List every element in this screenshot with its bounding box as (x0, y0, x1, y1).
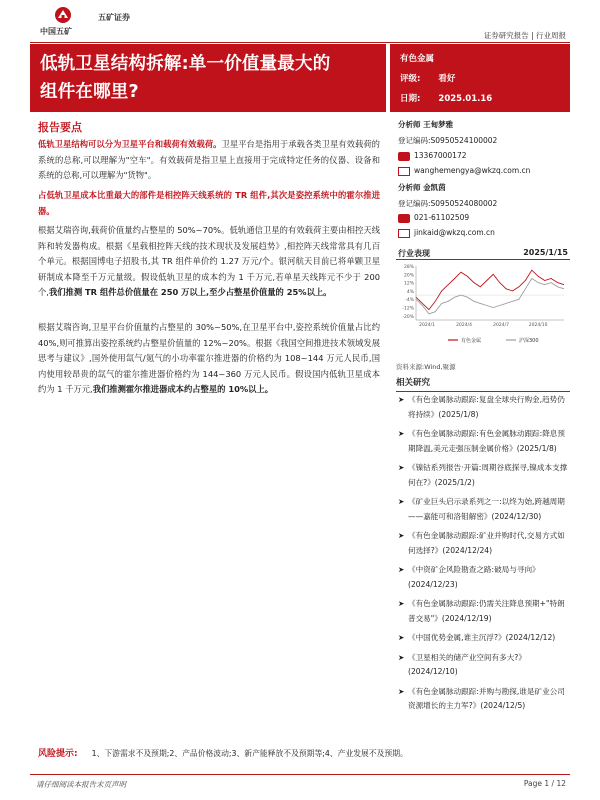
analyst-1-email-row (398, 166, 570, 176)
report-title-line1: 低轨卫星结构拆解:单一价值量最大的 (40, 54, 331, 74)
related-research-text[interactable]: 《卫星相关的储产业空间有多大?》(2024/12/10) (408, 652, 526, 676)
paragraph-1-highlight: 低轨卫星结构可以分为卫星平台和载荷有效载荷。 (38, 139, 222, 149)
y-tick-label: -4% (405, 298, 414, 304)
analyst-2-phone-row (398, 213, 570, 223)
logo-mark-icon (54, 6, 72, 24)
paragraph-2-highlight: 占低轨卫星成本比重最大的部件是相控阵天线系统的 TR 组件,其次是姿控系统中的霍尔推进器。 (38, 190, 380, 216)
footer-divider (30, 774, 570, 775)
rating-label: 评级: (400, 74, 421, 84)
related-research-text[interactable]: 《镍钴系列报告·开篇:周期谷底探寻,镍成本支撑何在?》(2025/1/2) (408, 463, 568, 487)
related-research-item[interactable] (398, 529, 570, 558)
bullet-arrow-icon: ➤ (398, 463, 405, 472)
paragraph-3-conclusion: 我们推测 TR 组件总价值量在 250 万以上,至少占整星价值量的 25%以上。 (48, 287, 332, 297)
paragraph-2 (38, 188, 380, 219)
paragraph-1-body: 卫星平台是指用于承载各类卫星有效载荷的系统的总称,可以理解为"空车"。有效载荷是指卫星上直接用于完成特定任务的仪器、设备和系统的总称,可以理解为"货物"。 (38, 139, 380, 180)
report-title-banner (30, 44, 386, 112)
legend-label: 有色金属 (461, 338, 482, 344)
related-research-text[interactable]: 《有色金属脉动跟踪:有色金属脉动跟踪:降息预期降温,美元走强压制金属价格》(2025/1/8) (408, 429, 565, 453)
paragraph-3-body: 根据艾瑞咨询,载荷价值量约占整星的 50%~70%。低轨通信卫星的有效载荷主要由相控天线阵和转发器构成。根据《星载相控阵天线的技术现状及发展趋势》,相控阵天线常常具有几百个单元。根据国博电子招股书,其 TR 组件单价约 1.27 万元/个。银河航天目前已将单颗卫星研制成本降至千万元量级。假设低轨卫星的成本约为 1 千万元,若单星天线阵元不少于 200 个, (38, 225, 380, 297)
footer-disclaimer[interactable]: 请仔细阅读本报告末页声明 (36, 780, 126, 789)
related-research-item[interactable] (398, 685, 570, 714)
y-tick-label: 28% (403, 265, 414, 270)
chart-plot (396, 262, 570, 356)
analyst-2-name: 分析师 金凯茵 (398, 183, 446, 192)
bullet-arrow-icon: ➤ (398, 633, 405, 642)
section-title: 报告要点 (38, 121, 82, 134)
related-research-item[interactable] (398, 597, 570, 626)
paragraph-3 (38, 223, 380, 301)
related-research-text[interactable]: 《有色金属脉动跟踪:并购与勘探,谁是矿业公司资源增长的主力军?》(2024/12/5) (408, 686, 565, 710)
related-research-text[interactable]: 《有色金属脉动跟踪:复盘全球央行购金,趋势仍将持续》(2025/1/8) (408, 395, 565, 419)
related-research-item[interactable] (398, 393, 570, 422)
related-research-item[interactable] (398, 495, 570, 524)
company-logo (36, 6, 130, 38)
bullet-arrow-icon: ➤ (398, 497, 405, 506)
phone-icon (398, 152, 410, 161)
report-title-line2: 组件在哪里? (40, 82, 139, 102)
industry-performance-chart (396, 246, 570, 356)
paragraph-1 (38, 137, 380, 184)
analyst-2-email-row (398, 228, 570, 238)
risk-label: 风险提示: (38, 749, 78, 759)
date-row (400, 89, 560, 109)
risk-warning (38, 746, 408, 759)
bullet-arrow-icon: ➤ (398, 652, 405, 662)
bullet-arrow-icon: ➤ (398, 599, 405, 608)
chart-header (396, 246, 570, 260)
header-divider (30, 42, 570, 43)
y-tick-label: 20% (403, 273, 414, 279)
paragraph-4-body: 根据艾瑞咨询,卫星平台价值量约占整星的 30%~50%,在卫星平台中,姿控系统价值量占比约 40%,则可推算出姿控系统约占整星价值量的 12%~20%。根据《我国空间推进技术领域发展思考与建议》,国外使用氙气/氪气的小功率霍尔推进器的价格约为 108~144 万元人民币,国内使用较昂贵的氙气的霍尔推进器价格约为 144~360 万元人民币。假设国内低轨卫星成本约为 1 千万元, (38, 322, 380, 394)
date-label: 日期: (400, 94, 421, 104)
page-number: Page 1 / 12 (523, 779, 566, 788)
y-tick-label: -20% (402, 314, 414, 320)
page-header (0, 0, 600, 42)
related-research-list (398, 393, 570, 719)
analyst-2-email[interactable]: jinkaid@wkzq.com.cn (414, 228, 495, 237)
report-type: 证券研究报告 | 行业周报 (483, 31, 566, 40)
legend-label: 沪深300 (519, 338, 539, 344)
related-research-item[interactable] (398, 427, 570, 456)
related-research-text[interactable]: 《中国优势金属,谁主沉浮?》(2024/12/12) (408, 633, 556, 642)
industry-name: 有色金属 (400, 54, 435, 64)
x-tick-label: 2024/7 (493, 323, 510, 328)
analyst-1-phone-row (398, 151, 570, 161)
analyst-1-phone: 13367000172 (414, 151, 467, 160)
chart-date: 2025/1/15 (523, 248, 568, 257)
related-research-text[interactable]: 《有色金属脉动跟踪:矿业并购时代,交易方式如何选择?》(2024/12/24) (408, 531, 565, 555)
email-icon (398, 167, 410, 176)
chart-title: 行业表现 (398, 249, 430, 258)
related-research-item[interactable] (398, 461, 570, 490)
logo-brand-name: 五矿证券 (98, 13, 130, 22)
chart-source: 资料来源:Wind,聚源 (396, 363, 456, 371)
rating-panel (390, 44, 570, 112)
related-research-title: 相关研究 (396, 376, 570, 392)
phone-icon (398, 214, 410, 223)
bullet-arrow-icon: ➤ (398, 565, 405, 574)
y-tick-label: 4% (406, 289, 414, 295)
y-tick-label: -12% (402, 306, 414, 312)
related-research-item[interactable] (398, 631, 570, 646)
rating-value: 看好 (438, 74, 456, 84)
logo-group-name: 中国五矿 (40, 27, 72, 36)
analyst-1-reg: 登记编码:S0950524100002 (398, 136, 498, 145)
risk-text: 1、下游需求不及预期;2、产品价格波动;3、新产能释放不及预期等;4、产业发展不及预期。 (91, 749, 408, 758)
email-icon (398, 229, 410, 238)
analyst-2-reg: 登记编码:S0950524080002 (398, 199, 498, 208)
paragraph-4-conclusion: 我们推测霍尔推进器成本约占整星的 10%以上。 (92, 384, 274, 394)
related-research-item[interactable] (398, 651, 570, 680)
bullet-arrow-icon: ➤ (398, 395, 405, 404)
analyst-2-phone: 021-61102509 (414, 213, 470, 222)
date-value: 2025.01.16 (438, 94, 493, 104)
bullet-arrow-icon: ➤ (398, 686, 405, 696)
analyst-1-name: 分析师 王甸梦雅 (398, 120, 454, 129)
rating-row (400, 69, 560, 89)
bullet-arrow-icon: ➤ (398, 429, 405, 438)
x-tick-label: 2024/10 (528, 323, 548, 328)
paragraph-4 (38, 320, 380, 398)
related-research-item[interactable] (398, 563, 570, 592)
bullet-arrow-icon: ➤ (398, 531, 405, 540)
related-research-text[interactable]: 《中资矿企风险勘查之路:破局与寻向》(2024/12/23) (408, 565, 540, 589)
y-tick-label: 12% (403, 281, 414, 287)
analyst-1-email[interactable]: wanghemengya@wkzq.com.cn (414, 166, 531, 175)
related-research-text[interactable]: 《矿业巨头启示录系列之一:以终为始,跨越周期——嘉能可和洛钼解密》(2024/12/30) (408, 497, 565, 521)
series-line-nonferrous (416, 270, 564, 309)
x-tick-label: 2024/4 (456, 323, 473, 328)
related-research-text[interactable]: 《有色金属脉动跟踪:仍需关注降息预期+"特朗普交易"》(2024/12/19) (408, 599, 565, 623)
x-tick-label: 2024/1 (419, 323, 436, 328)
